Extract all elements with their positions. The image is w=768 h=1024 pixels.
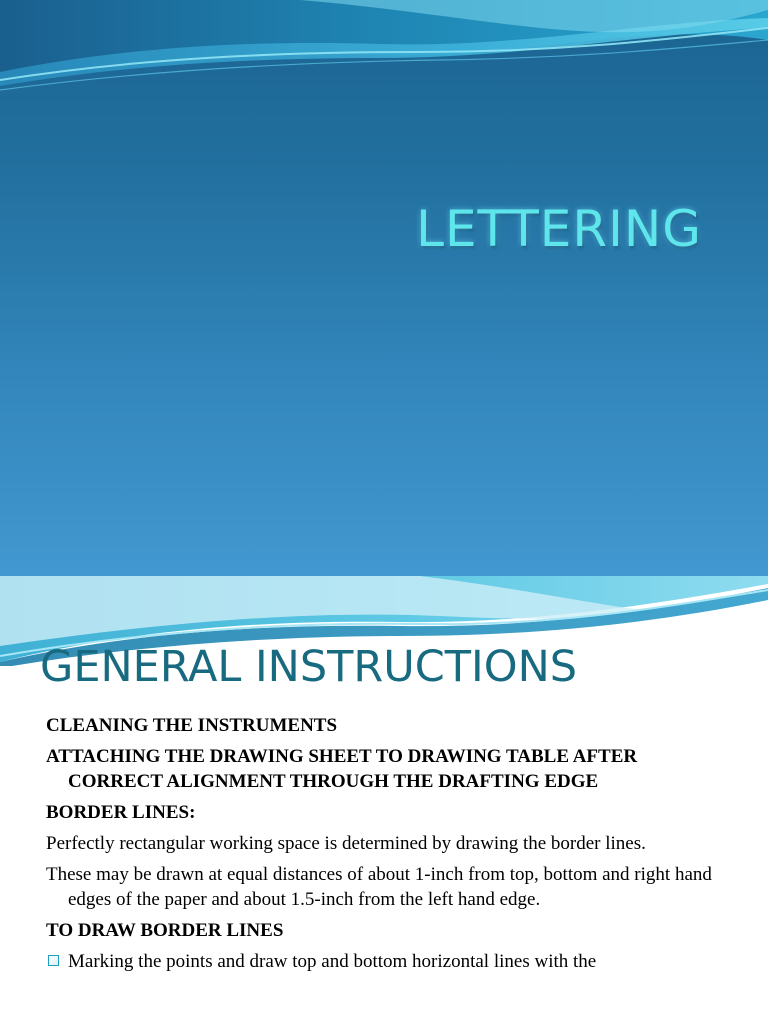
sub-bullet-item [46,949,736,974]
sub-bullet-text: Marking the points and draw top and bottom horizontal lines with the [68,951,597,972]
content-slide [0,576,768,1024]
list-item: ATTACHING THE DRAWING SHEET TO DRAWING TABLE AFTER CORRECT ALIGNMENT THROUGH THE DRAFTING EDGE [46,746,638,792]
slide-title: GENERAL INSTRUCTIONS [40,642,578,692]
list-item: Perfectly rectangular working space is determined by drawing the border lines. [46,833,646,854]
instructions-list [46,713,736,974]
slide-title: LETTERING [416,200,702,258]
list-item: TO DRAW BORDER LINES [46,920,284,941]
list-item: These may be drawn at equal distances of about 1-inch from top, bottom and right hand edges of the paper and about 1.5-inch from the left hand edge. [46,864,712,910]
list-item: BORDER LINES: [46,802,196,823]
top-wave-decoration [0,0,768,110]
list-item: CLEANING THE INSTRUMENTS [46,715,338,736]
square-bullet-icon [48,955,59,966]
